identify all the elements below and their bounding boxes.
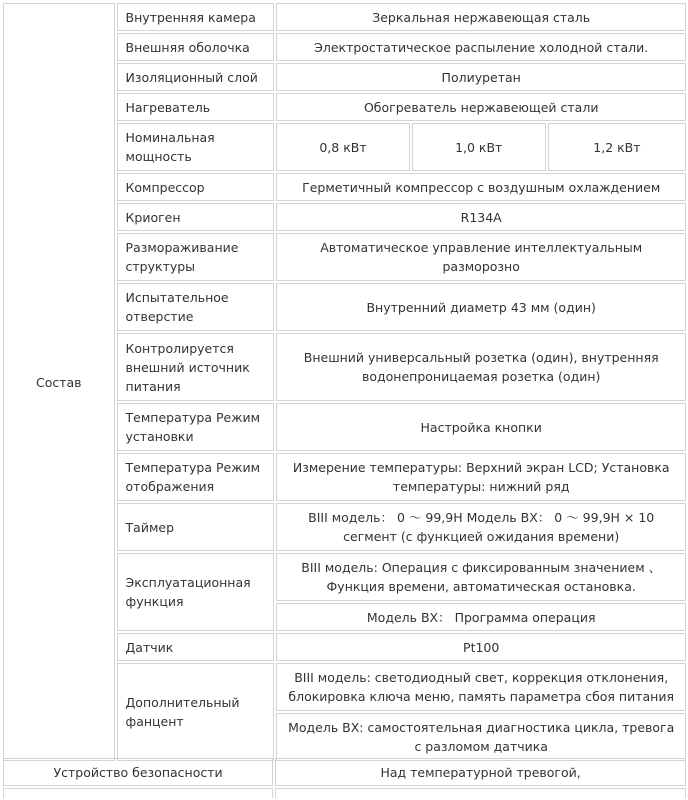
spec-label: Контролируется внешний источник питания	[117, 333, 275, 401]
spec-row-safety	[3, 758, 686, 786]
spec-label: Внешняя оболочка	[117, 33, 275, 61]
spec-value: Модель BX: самостоятельная диагностика цикла, тревога с разломом датчика	[276, 713, 686, 761]
spec-value: Измерение температуры: Верхний экран LCD; Установка температуры: нижний ряд	[276, 453, 686, 501]
spec-value: Модель BX： Программа операция	[276, 603, 686, 631]
spec-value: BIII модель: Операция с фиксированным значением 、Функция времени, автоматическая остановка.	[276, 553, 686, 601]
spec-label: Компрессор	[117, 173, 275, 201]
spec-label: Изоляционный слой	[117, 63, 275, 91]
spec-value: Зеркальная нержавеющая сталь	[276, 3, 686, 31]
spec-value: Обогреватель нержавеющей стали	[276, 93, 686, 121]
spec-value: Внутренний диаметр 43 мм (один)	[276, 283, 686, 331]
spec-label: Нагреватель	[117, 93, 275, 121]
spec-label: Температура Режим отображения	[117, 453, 275, 501]
spec-value: Внешний универсальный розетка (один), внутренняя водонепроницаемая розетка (один)	[276, 333, 686, 401]
spec-label: Испытательное отверстие	[117, 283, 275, 331]
spec-value: Герметичный компрессор с воздушным охлаждением	[276, 173, 686, 201]
spec-value: Над температурной тревогой,	[275, 758, 686, 786]
spec-label: Криоген	[117, 203, 275, 231]
spec-label: Устройство безопасности	[3, 758, 273, 786]
power-value-1: 0,8 кВт	[276, 123, 409, 171]
spec-label: Таймер	[117, 503, 275, 551]
specification-table	[1, 1, 688, 763]
safety-table	[1, 756, 688, 800]
spec-label: Датчик	[117, 633, 275, 661]
spec-label: Дополнительный фанцент	[117, 663, 275, 761]
power-value-2: 1,0 кВт	[412, 123, 546, 171]
group-label-composition: Состав	[3, 3, 115, 761]
spec-value: Настройка кнопки	[276, 403, 686, 451]
spec-value: Полиуретан	[276, 63, 686, 91]
spec-row-inner-chamber	[3, 3, 686, 31]
spec-value: Электростатическое распыление холодной стали.	[276, 33, 686, 61]
spec-label: Номинальная мощность	[117, 123, 275, 171]
spec-label: Размораживание структуры	[117, 233, 275, 281]
spec-value: Pt100	[276, 633, 686, 661]
spec-label: Внутренняя камера	[117, 3, 275, 31]
spec-value: R134A	[276, 203, 686, 231]
spec-value: Автоматическое управление интеллектуальным разморозно	[276, 233, 686, 281]
spec-value: BIII модель: светодиодный свет, коррекция отклонения, блокировка ключа меню, память параметра сбоя питания	[276, 663, 686, 711]
spec-label: Эксплуатационная функция	[117, 553, 275, 631]
spec-value: BIII модель： 0 ～ 99,9H Модель BX： 0 ～ 99,9H × 10 сегмент (с функцией ожидания времени)	[276, 503, 686, 551]
power-value-3: 1,2 кВт	[548, 123, 686, 171]
spec-label: Температура Режим установки	[117, 403, 275, 451]
